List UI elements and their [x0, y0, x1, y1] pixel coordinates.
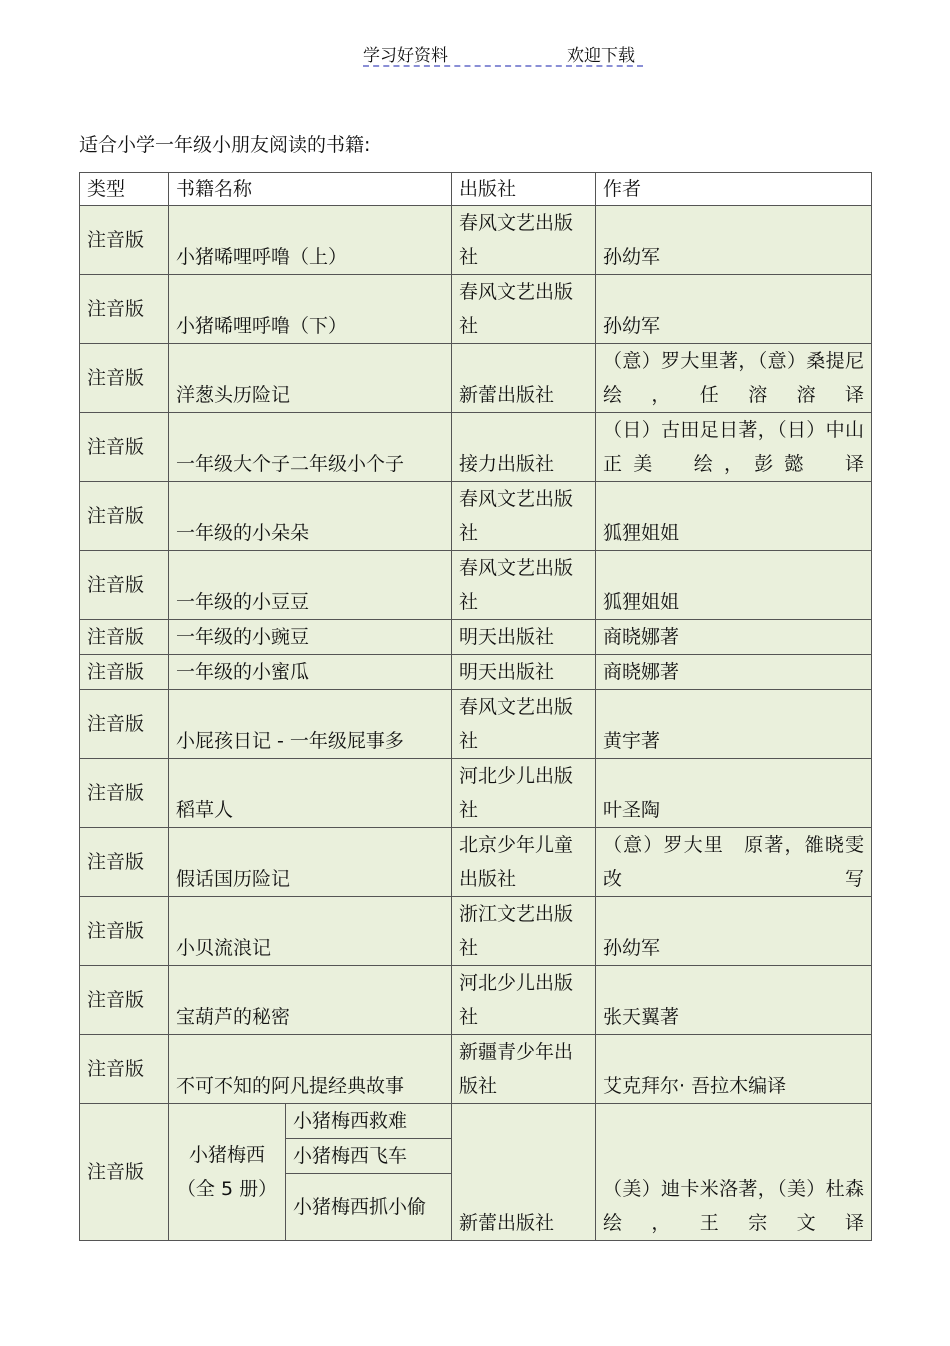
cell-title: 宝葫芦的秘密 [169, 966, 452, 1035]
cell-publisher: 新蕾出版社 [452, 1104, 596, 1241]
cell-type: 注音版 [80, 620, 169, 655]
header-right-text: 欢迎下载 [567, 46, 635, 66]
cell-publisher: 北京少年儿童出版社 [452, 828, 596, 897]
cell-publisher: 明天出版社 [452, 655, 596, 690]
table-row [80, 482, 872, 551]
cell-type: 注音版 [80, 897, 169, 966]
cell-publisher: 新蕾出版社 [452, 344, 596, 413]
cell-author: 狐狸姐姐 [596, 482, 872, 551]
cell-type: 注音版 [80, 1035, 169, 1104]
cell-author: 张天翼著 [596, 966, 872, 1035]
cell-author: 艾克拜尔· 吾拉木编译 [596, 1035, 872, 1104]
cell-title: 稻草人 [169, 759, 452, 828]
book-table [79, 172, 884, 1241]
cell-author: 商晓娜著 [596, 655, 872, 690]
cell-title: 一年级大个子二年级小个子 [169, 413, 452, 482]
cell-series-title [169, 1104, 286, 1241]
table-row [80, 690, 872, 759]
cell-publisher: 春风文艺出版社 [452, 551, 596, 620]
cell-publisher: 春风文艺出版社 [452, 275, 596, 344]
table-row [80, 966, 872, 1035]
header-type: 类型 [80, 173, 169, 206]
cell-publisher: 春风文艺出版社 [452, 482, 596, 551]
cell-title: 不可不知的阿凡提经典故事 [169, 1035, 452, 1104]
cell-type: 注音版 [80, 655, 169, 690]
table-header-row [80, 173, 872, 206]
cell-title: 假话国历险记 [169, 828, 452, 897]
cell-type: 注音版 [80, 966, 169, 1035]
cell-author: （日）古田足日著，（日）中山正美 绘，彭懿 译 [596, 413, 872, 482]
cell-author: （美）迪卡米洛著，（美）杜森绘，王宗文译 [596, 1104, 872, 1241]
cell-subtitle: 小猪梅西飞车 [286, 1139, 452, 1174]
header-title: 书籍名称 [169, 173, 452, 206]
table-row-series [80, 1104, 872, 1139]
table-row [80, 413, 872, 482]
series-count: （全 5 册） [176, 1178, 278, 1200]
cell-author: 黄宇著 [596, 690, 872, 759]
cell-publisher: 河北少儿出版社 [452, 759, 596, 828]
table-row [80, 1035, 872, 1104]
cell-title: 一年级的小豆豆 [169, 551, 452, 620]
cell-title: 洋葱头历险记 [169, 344, 452, 413]
cell-type: 注音版 [80, 828, 169, 897]
cell-type: 注音版 [80, 413, 169, 482]
header-author: 作者 [596, 173, 872, 206]
cell-type: 注音版 [80, 275, 169, 344]
cell-type: 注音版 [80, 482, 169, 551]
header-left-text: 学习好资料 [363, 46, 448, 66]
cell-publisher: 春风文艺出版社 [452, 690, 596, 759]
cell-title: 小猪唏哩呼噜（上） [169, 206, 452, 275]
cell-author: 孙幼军 [596, 897, 872, 966]
page-header [363, 41, 643, 67]
series-title: 小猪梅西 [188, 1144, 265, 1166]
cell-title: 小猪唏哩呼噜（下） [169, 275, 452, 344]
cell-title: 小贝流浪记 [169, 897, 452, 966]
cell-author: （意）罗大里 原著，雒晓雯 改写 [596, 828, 872, 897]
cell-type: 注音版 [80, 551, 169, 620]
cell-publisher: 明天出版社 [452, 620, 596, 655]
cell-author: 孙幼军 [596, 275, 872, 344]
cell-title: 小屁孩日记 - 一年级屁事多 [169, 690, 452, 759]
table-row [80, 275, 872, 344]
cell-author: （意）罗大里著，（意）桑提尼绘，任溶溶译 [596, 344, 872, 413]
table-row [80, 620, 872, 655]
cell-title: 一年级的小豌豆 [169, 620, 452, 655]
cell-author: 商晓娜著 [596, 620, 872, 655]
cell-title: 一年级的小蜜瓜 [169, 655, 452, 690]
cell-title: 一年级的小朵朵 [169, 482, 452, 551]
cell-subtitle: 小猪梅西救难 [286, 1104, 452, 1139]
cell-author: 狐狸姐姐 [596, 551, 872, 620]
cell-subtitle: 小猪梅西抓小偷 [286, 1174, 452, 1241]
table-row [80, 206, 872, 275]
cell-publisher: 接力出版社 [452, 413, 596, 482]
cell-publisher: 浙江文艺出版社 [452, 897, 596, 966]
header-publisher: 出版社 [452, 173, 596, 206]
cell-type: 注音版 [80, 690, 169, 759]
intro-text: 适合小学一年级小朋友阅读的书籍: [79, 134, 371, 156]
cell-author: 孙幼军 [596, 206, 872, 275]
cell-type: 注音版 [80, 1104, 169, 1241]
cell-publisher: 春风文艺出版社 [452, 206, 596, 275]
cell-publisher: 河北少儿出版社 [452, 966, 596, 1035]
table-row [80, 344, 872, 413]
cell-publisher: 新疆青少年出版社 [452, 1035, 596, 1104]
table-row [80, 828, 872, 897]
table-row [80, 655, 872, 690]
cell-type: 注音版 [80, 206, 169, 275]
cell-type: 注音版 [80, 344, 169, 413]
table-row [80, 759, 872, 828]
table-row [80, 551, 872, 620]
table-row [80, 897, 872, 966]
cell-author: 叶圣陶 [596, 759, 872, 828]
cell-type: 注音版 [80, 759, 169, 828]
